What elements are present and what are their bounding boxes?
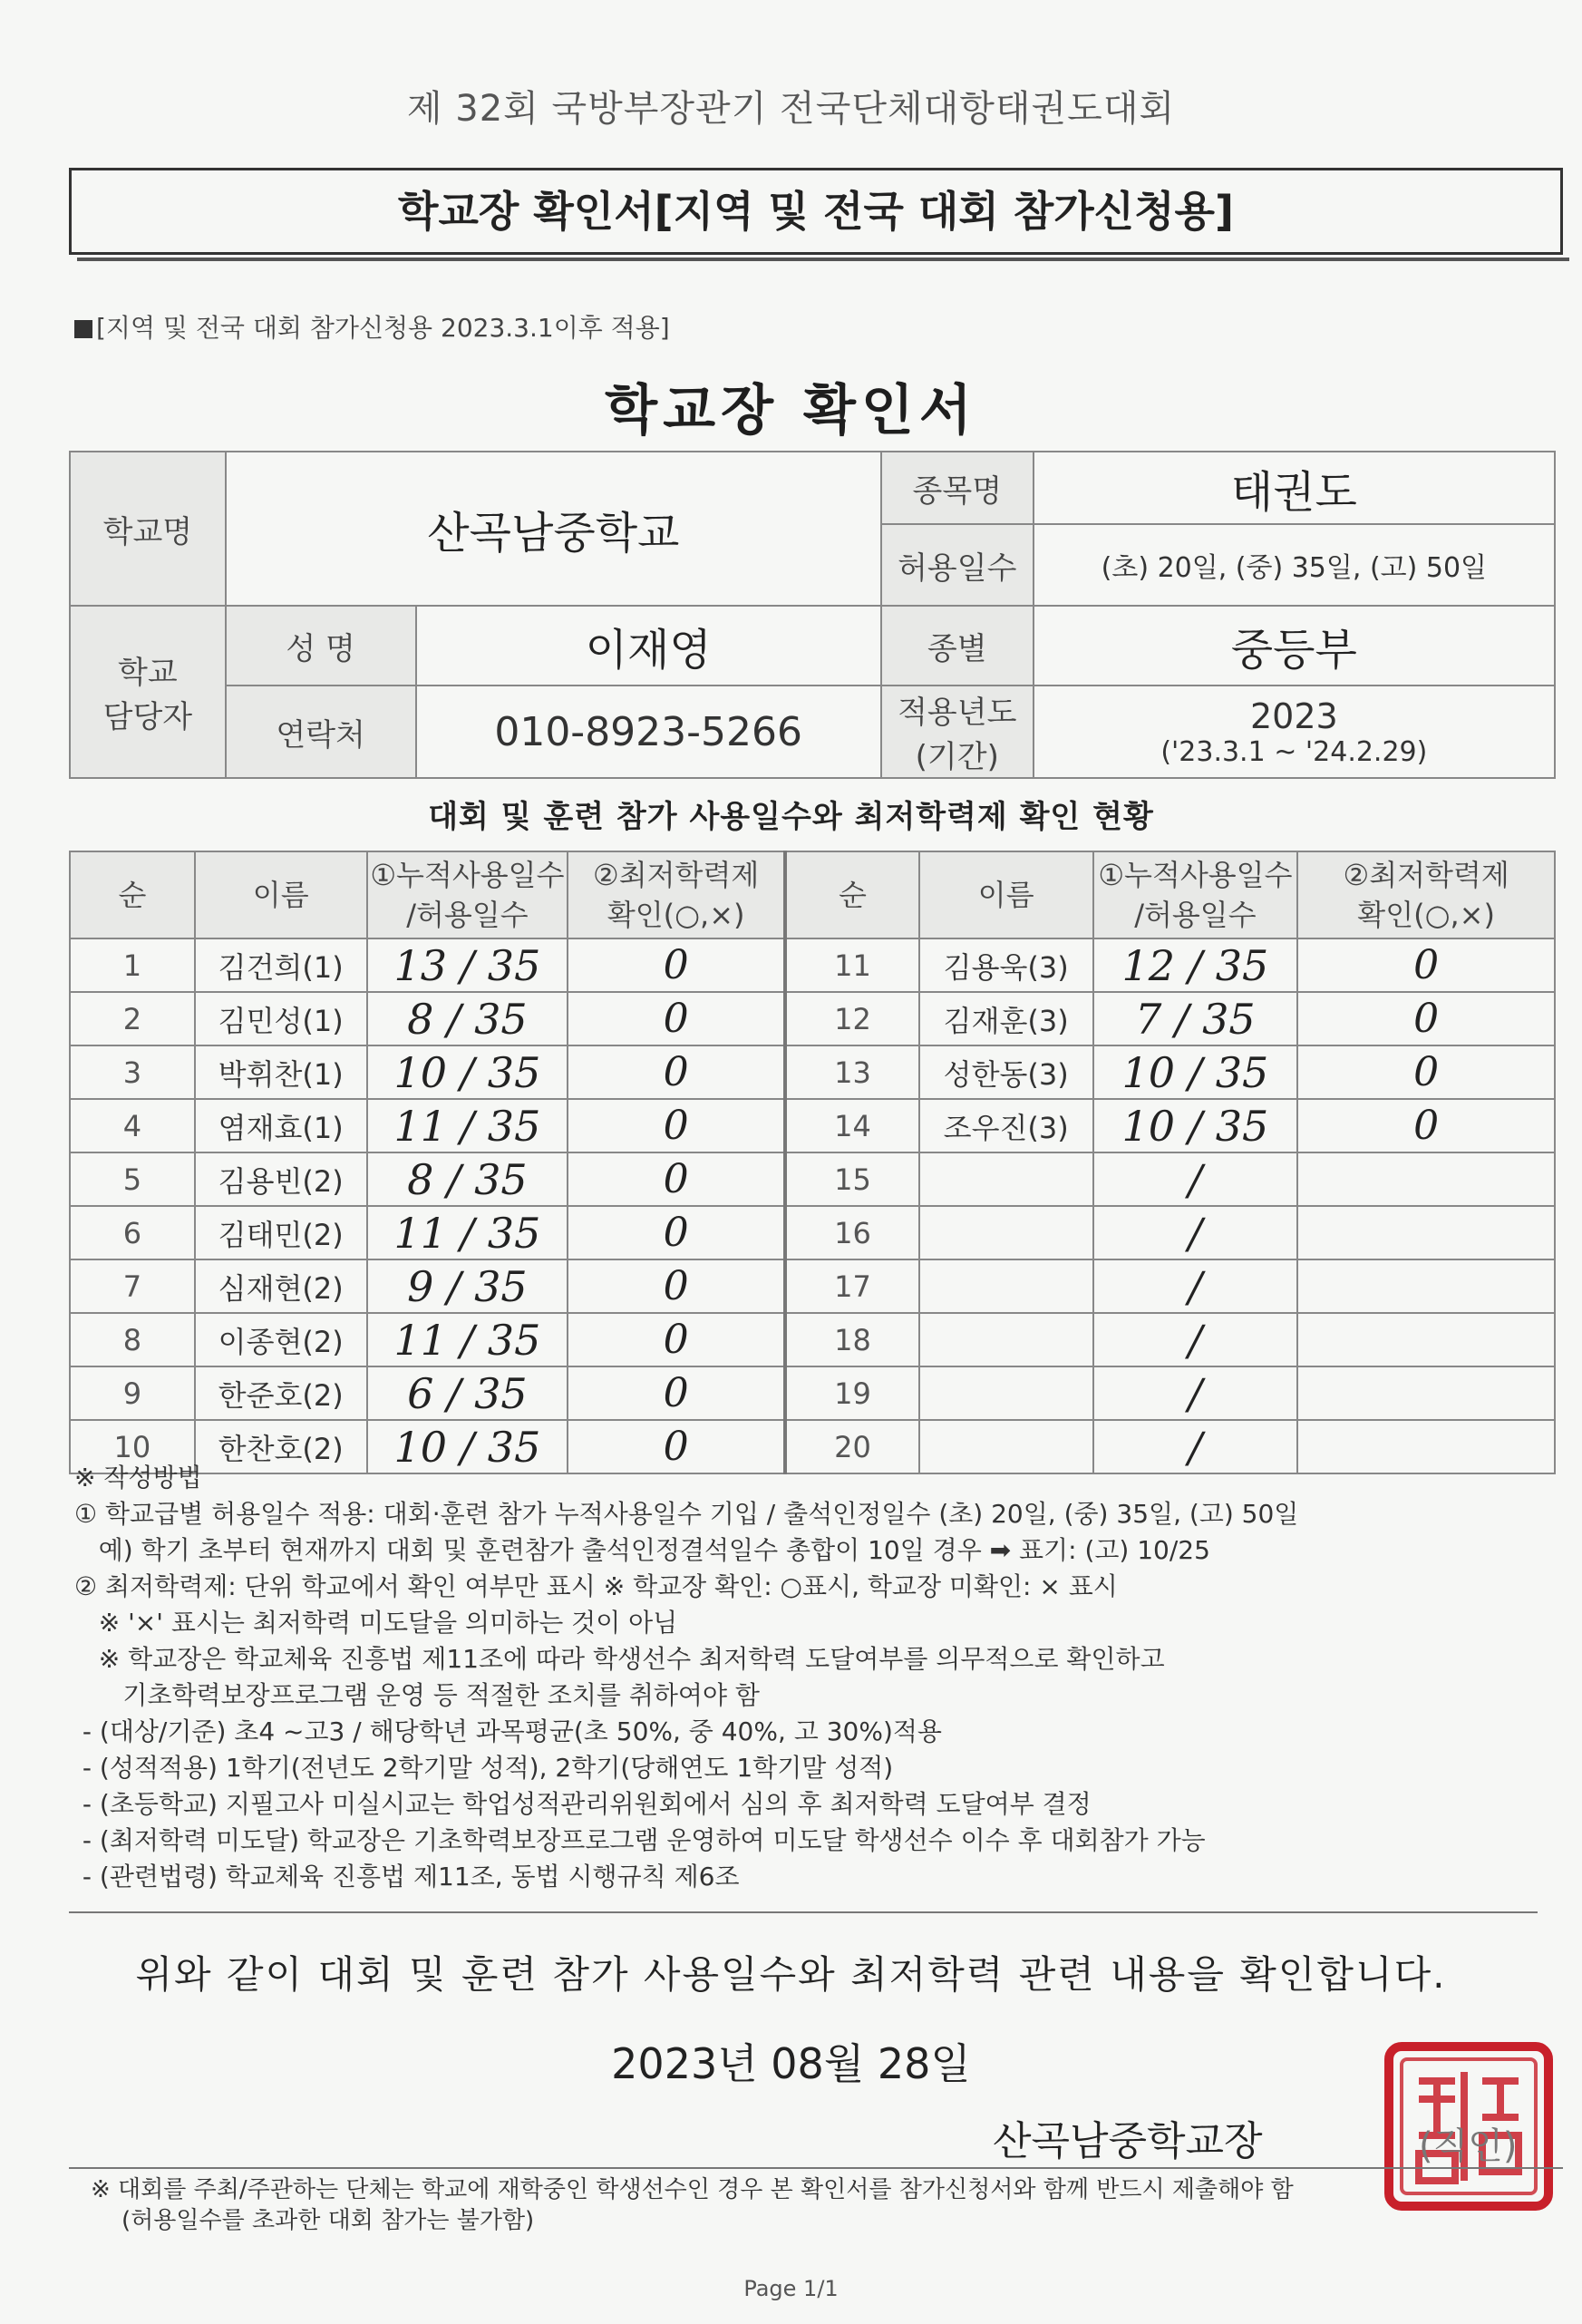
divider xyxy=(69,1911,1538,1913)
header-check-right xyxy=(1297,851,1555,938)
row-number: 14 xyxy=(785,1099,919,1152)
header-no-right: 순 xyxy=(785,851,919,938)
top-note-text: [지역 및 전국 대회 참가신청용 2023.3.1이후 적용] xyxy=(96,313,670,343)
student-name: 한찬호(2) xyxy=(195,1420,367,1473)
table-row xyxy=(70,1152,1555,1206)
days-used: 11 / 35 xyxy=(367,1099,568,1152)
student-name xyxy=(919,1313,1093,1366)
instruction-line: ※ '×' 표시는 최저학력 미도달을 의미하는 것이 아님 xyxy=(74,1608,678,1638)
academic-check: 0 xyxy=(568,1099,785,1152)
row-number: 20 xyxy=(785,1420,919,1473)
seal-label: (직인) xyxy=(1419,2125,1518,2167)
footnote-line1: ※ 대회를 주최/주관하는 단체는 학교에 재학중인 학생선수인 경우 본 확인서를 참가신청서와 함께 반드시 제출해야 함 xyxy=(91,2176,1294,2203)
manager-name: 이재영 xyxy=(416,606,881,686)
header-check-line2: 확인(○,×) xyxy=(607,898,745,932)
student-name xyxy=(919,1206,1093,1259)
row-number: 19 xyxy=(785,1366,919,1420)
academic-check: 0 xyxy=(1297,938,1555,992)
year-label-line1: 적용년도 xyxy=(898,695,1017,731)
days-used: 10 / 35 xyxy=(367,1420,568,1473)
table-row xyxy=(70,1099,1555,1152)
header-check xyxy=(568,851,785,938)
days-used: 11 / 35 xyxy=(367,1206,568,1259)
student-name: 이종현(2) xyxy=(195,1313,367,1366)
days-used: / xyxy=(1093,1259,1298,1313)
student-name: 조우진(3) xyxy=(919,1099,1093,1152)
row-number: 1 xyxy=(70,938,195,992)
instruction-line: 예) 학기 초부터 현재까지 대회 및 훈련참가 출석인정결석일수 총합이 10일 경우 ➡ 표기: (고) 10/25 xyxy=(74,1535,1210,1565)
academic-check: 0 xyxy=(1297,992,1555,1045)
student-name: 김태민(2) xyxy=(195,1206,367,1259)
contact-label: 연락처 xyxy=(226,686,416,778)
instruction-line: ② 최저학력제: 단위 학교에서 확인 여부만 표시 ※ 학교장 확인: ○표시, 학교장 미확인: × 표시 xyxy=(74,1571,1118,1601)
year-label xyxy=(881,686,1034,778)
footer-divider xyxy=(69,2167,1563,2169)
academic-check: 0 xyxy=(568,1045,785,1099)
page-title: 학교장 확인서 xyxy=(605,379,977,442)
table-row xyxy=(70,1206,1555,1259)
principal-name: 산곡남중학교장 xyxy=(993,2118,1263,2164)
footnote xyxy=(91,2174,1294,2236)
header-days-right-line1: ①누적사용일수 xyxy=(1098,858,1293,892)
row-number: 16 xyxy=(785,1206,919,1259)
days-used: 10 / 35 xyxy=(1093,1099,1298,1152)
academic-check xyxy=(1297,1206,1555,1259)
division-label: 종별 xyxy=(881,606,1034,686)
table-row xyxy=(70,1313,1555,1366)
days-used: / xyxy=(1093,1206,1298,1259)
table-row xyxy=(70,1366,1555,1420)
school-label: 학교명 xyxy=(70,452,226,606)
days-used: 11 / 35 xyxy=(367,1313,568,1366)
division-value: 중등부 xyxy=(1034,606,1555,686)
header-name-right: 이름 xyxy=(919,851,1093,938)
page-number: Page 1/1 xyxy=(743,2276,839,2301)
days-used: 10 / 35 xyxy=(1093,1045,1298,1099)
academic-check: 0 xyxy=(1297,1045,1555,1099)
roster-table xyxy=(69,851,1556,1474)
instruction-line: ※ 작성방법 xyxy=(74,1463,202,1493)
instruction-line: - (성적적용) 1학기(전년도 2학기말 성적), 2학기(당해연도 1학기말 성적) xyxy=(74,1753,894,1783)
section-title: 대회 및 훈련 참가 사용일수와 최저학력제 확인 현황 xyxy=(428,799,1154,835)
row-number: 17 xyxy=(785,1259,919,1313)
student-name: 김재훈(3) xyxy=(919,992,1093,1045)
days-used: 13 / 35 xyxy=(367,938,568,992)
instruction-line: ※ 학교장은 학교체육 진흥법 제11조에 따라 학생선수 최저학력 도달여부를 의무적으로 확인하고 xyxy=(74,1644,1165,1674)
year-label-line2: (기간) xyxy=(915,739,999,775)
academic-check: 0 xyxy=(568,938,785,992)
instruction-line: - (최저학력 미도달) 학교장은 기초학력보장프로그램 운영하여 미도달 학생선수 이수 후 대회참가 가능 xyxy=(74,1825,1206,1855)
instruction-line: ① 학교급별 허용일수 적용: 대회·훈련 참가 누적사용일수 기입 / 출석인정일수 (초) 20일, (중) 35일, (고) 50일 xyxy=(74,1499,1299,1529)
days-used: 12 / 35 xyxy=(1093,938,1298,992)
contact-value: 010-8923-5266 xyxy=(416,686,881,778)
row-number: 7 xyxy=(70,1259,195,1313)
row-number: 9 xyxy=(70,1366,195,1420)
academic-check: 0 xyxy=(568,1313,785,1366)
row-number: 3 xyxy=(70,1045,195,1099)
days-used: / xyxy=(1093,1366,1298,1420)
days-used: 9 / 35 xyxy=(367,1259,568,1313)
year-value: 2023 xyxy=(1249,695,1338,736)
header-days-right xyxy=(1093,851,1298,938)
days-used: 8 / 35 xyxy=(367,992,568,1045)
instruction-line: 기초학력보장프로그램 운영 등 적절한 조치를 취하여야 함 xyxy=(74,1680,760,1710)
academic-check xyxy=(1297,1313,1555,1366)
row-number: 2 xyxy=(70,992,195,1045)
instruction-line: - (초등학교) 지필고사 미실시교는 학업성적관리위원회에서 심의 후 최저학력 도달여부 결정 xyxy=(74,1789,1092,1819)
header-check-right-line2: 확인(○,×) xyxy=(1357,898,1495,932)
year-cell xyxy=(1034,686,1555,778)
year-period: ('23.3.1 ~ '24.2.29) xyxy=(1160,735,1428,768)
row-number: 8 xyxy=(70,1313,195,1366)
student-name: 심재현(2) xyxy=(195,1259,367,1313)
student-name xyxy=(919,1366,1093,1420)
banner-title: 학교장 확인서[지역 및 전국 대회 참가신청용] xyxy=(69,168,1563,255)
student-name xyxy=(919,1152,1093,1206)
days-used: / xyxy=(1093,1152,1298,1206)
square-bullet-icon xyxy=(74,320,92,338)
academic-check: 0 xyxy=(568,992,785,1045)
issue-date: 2023년 08월 28일 xyxy=(611,2039,971,2088)
table-row xyxy=(70,938,1555,992)
student-name: 김민성(1) xyxy=(195,992,367,1045)
row-number: 6 xyxy=(70,1206,195,1259)
header-days-line1: ①누적사용일수 xyxy=(370,858,565,892)
manager-label-line1: 학교 xyxy=(118,655,178,691)
row-number: 18 xyxy=(785,1313,919,1366)
student-name: 한준호(2) xyxy=(195,1366,367,1420)
manager-label xyxy=(70,606,226,778)
row-number: 10 xyxy=(70,1420,195,1473)
instruction-line: - (대상/기준) 초4 ~고3 / 해당학년 과목평균(초 50%, 중 40%, 고 30%)적용 xyxy=(74,1716,942,1746)
days-used: / xyxy=(1093,1420,1298,1473)
header-check-line1: ②최저학력제 xyxy=(593,858,760,892)
confirmation-text: 위와 같이 대회 및 훈련 참가 사용일수와 최저학력 관련 내용을 확인합니다. xyxy=(135,1952,1447,1997)
sport-label: 종목명 xyxy=(881,452,1034,524)
instruction-line: - (관련법령) 학교체육 진흥법 제11조, 동법 시행규칙 제6조 xyxy=(74,1862,740,1891)
sport-value: 태권도 xyxy=(1034,452,1555,524)
footnote-line2: (허용일수를 초과한 대회 참가는 불가함) xyxy=(121,2207,535,2234)
days-used: 7 / 35 xyxy=(1093,992,1298,1045)
name-label: 성 명 xyxy=(226,606,416,686)
header-check-right-line1: ②최저학력제 xyxy=(1343,858,1509,892)
row-number: 11 xyxy=(785,938,919,992)
days-used: 6 / 35 xyxy=(367,1366,568,1420)
row-number: 4 xyxy=(70,1099,195,1152)
academic-check xyxy=(1297,1259,1555,1313)
table-row xyxy=(70,992,1555,1045)
competition-title: 제 32회 국방부장관기 전국단체대항태권도대회 xyxy=(406,88,1176,130)
school-name: 산곡남중학교 xyxy=(226,452,881,606)
header-no: 순 xyxy=(70,851,195,938)
row-number: 13 xyxy=(785,1045,919,1099)
row-number: 5 xyxy=(70,1152,195,1206)
academic-check xyxy=(1297,1420,1555,1473)
table-row xyxy=(70,1259,1555,1313)
academic-check: 0 xyxy=(1297,1099,1555,1152)
student-name: 김건희(1) xyxy=(195,938,367,992)
academic-check: 0 xyxy=(568,1206,785,1259)
allowed-days-value: (초) 20일, (중) 35일, (고) 50일 xyxy=(1034,524,1555,606)
allowed-days-label: 허용일수 xyxy=(881,524,1034,606)
academic-check: 0 xyxy=(568,1152,785,1206)
academic-check: 0 xyxy=(568,1259,785,1313)
header-days xyxy=(367,851,568,938)
instructions xyxy=(74,1460,1298,1895)
manager-label-line2: 담당자 xyxy=(102,699,193,735)
academic-check: 0 xyxy=(568,1420,785,1473)
academic-check: 0 xyxy=(568,1366,785,1420)
header-name: 이름 xyxy=(195,851,367,938)
days-used: 8 / 35 xyxy=(367,1152,568,1206)
row-number: 15 xyxy=(785,1152,919,1206)
student-name: 성한동(3) xyxy=(919,1045,1093,1099)
info-table xyxy=(69,451,1556,779)
student-name xyxy=(919,1259,1093,1313)
days-used: / xyxy=(1093,1313,1298,1366)
student-name: 김용욱(3) xyxy=(919,938,1093,992)
student-name: 박휘찬(1) xyxy=(195,1045,367,1099)
days-used: 10 / 35 xyxy=(367,1045,568,1099)
top-note xyxy=(74,308,670,345)
student-name: 염재효(1) xyxy=(195,1099,367,1152)
academic-check xyxy=(1297,1152,1555,1206)
student-name: 김용빈(2) xyxy=(195,1152,367,1206)
table-row xyxy=(70,1045,1555,1099)
row-number: 12 xyxy=(785,992,919,1045)
header-days-right-line2: /허용일수 xyxy=(1134,898,1257,932)
header-days-line2: /허용일수 xyxy=(406,898,529,932)
academic-check xyxy=(1297,1366,1555,1420)
